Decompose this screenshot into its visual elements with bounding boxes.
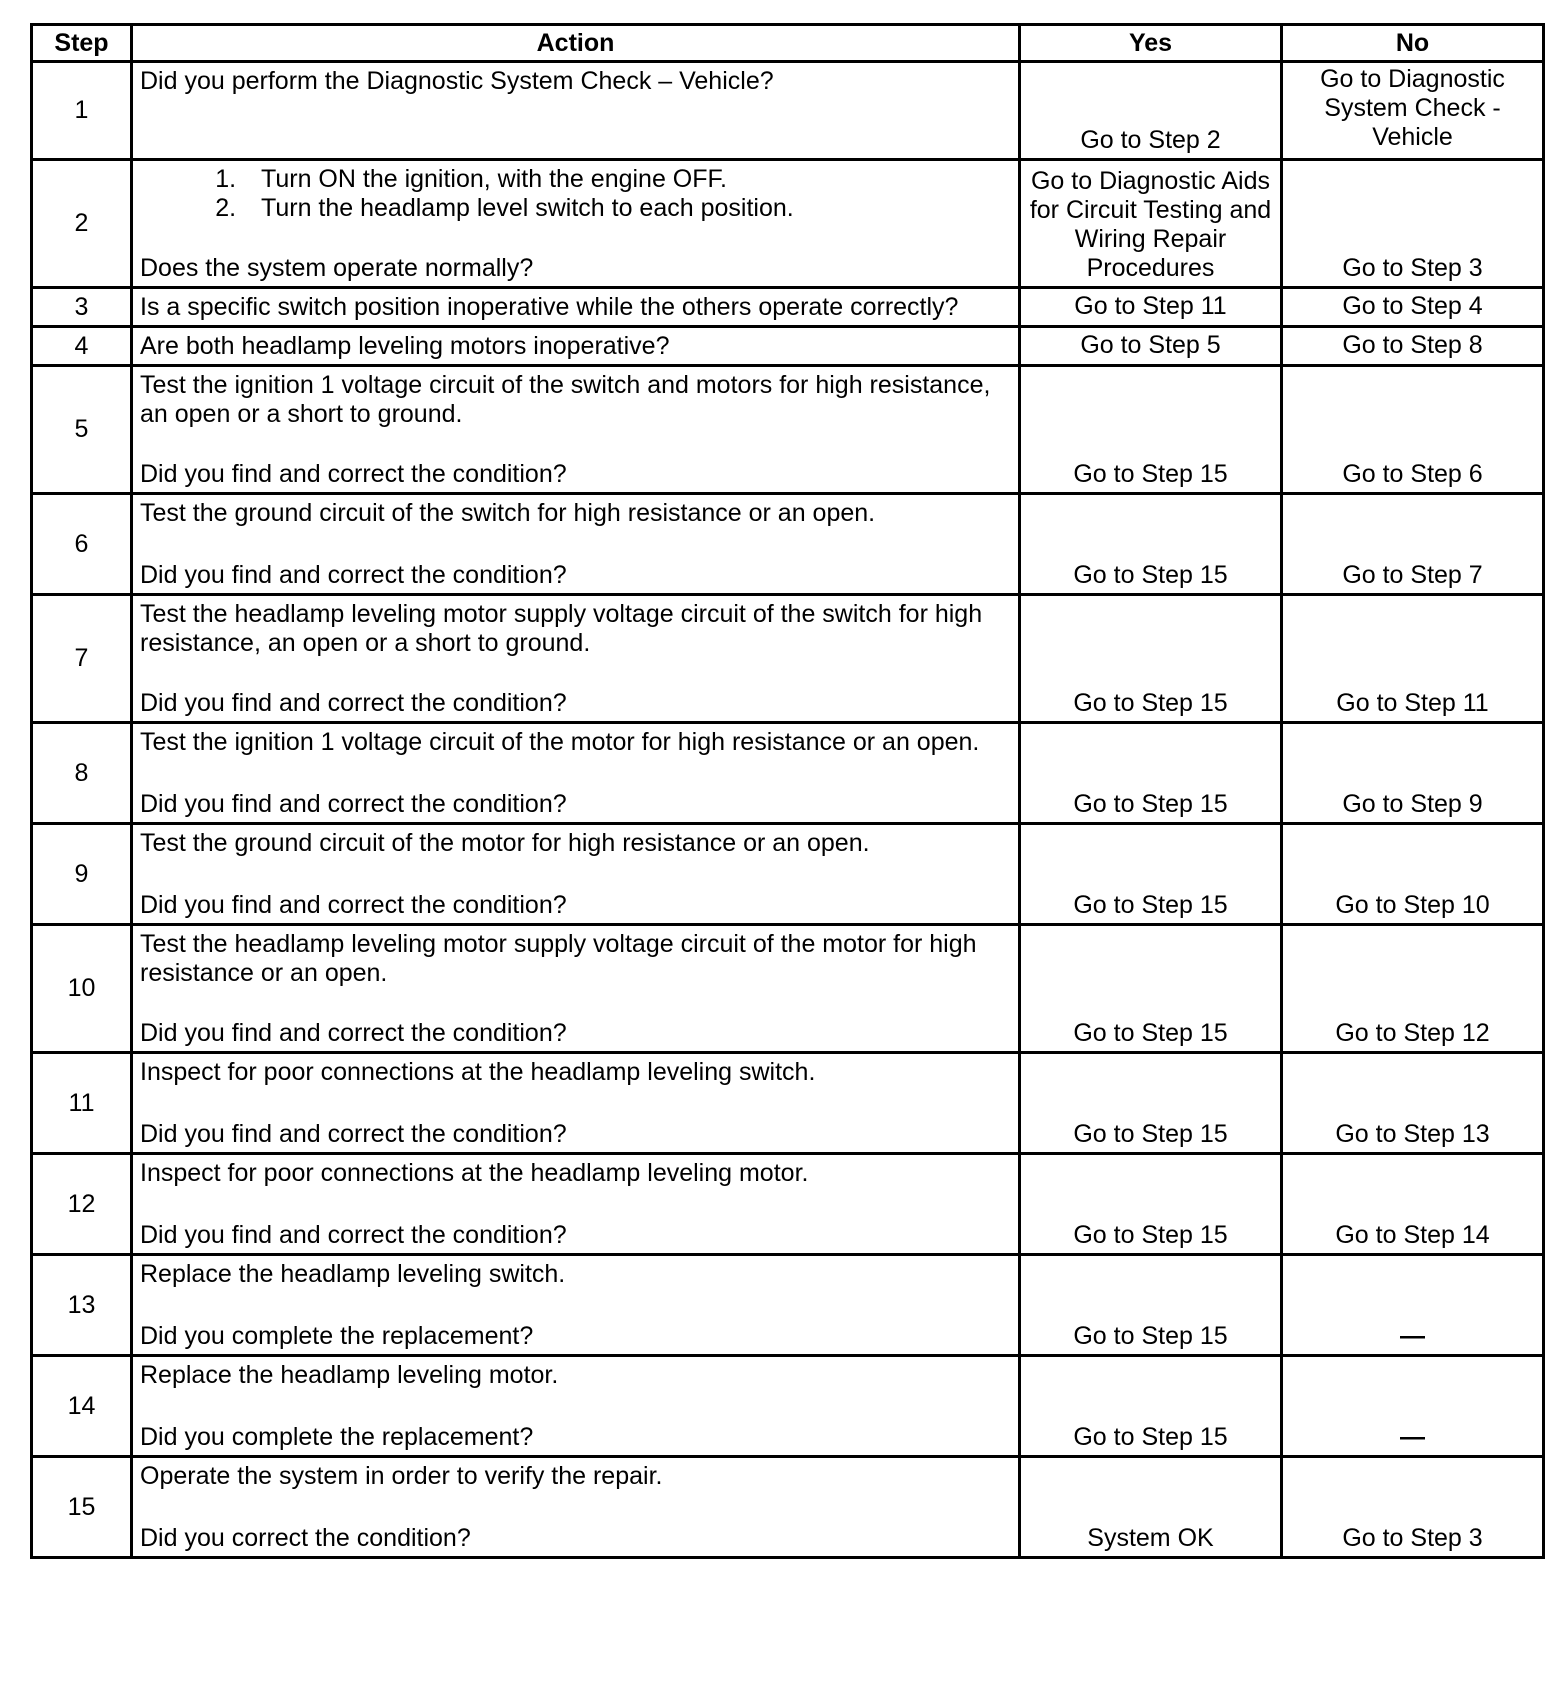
action-cell (132, 160, 1020, 288)
table-row (32, 925, 1544, 1053)
action-content (133, 1256, 1018, 1354)
table-row (32, 1356, 1544, 1457)
no-result: Go to Step 12 (1282, 925, 1544, 1053)
action-text: Are both headlamp leveling motors inoperative? (140, 332, 670, 360)
action-content (133, 1155, 1018, 1253)
no-result: Go to Step 14 (1282, 1154, 1544, 1255)
yes-result: Go to Step 5 (1020, 327, 1282, 366)
action-question: Did you find and correct the condition? (140, 1221, 567, 1249)
action-content (133, 289, 1018, 325)
action-question: Does the system operate normally? (140, 254, 534, 282)
table-row (32, 723, 1544, 824)
table-row (32, 1154, 1544, 1255)
step-number: 12 (32, 1154, 132, 1255)
action-text: Replace the headlamp leveling motor. (140, 1361, 559, 1389)
action-cell (132, 288, 1020, 327)
action-content (133, 1357, 1018, 1455)
no-result: — (1282, 1255, 1544, 1356)
action-question: Did you find and correct the condition? (140, 460, 567, 488)
action-text: Test the ignition 1 voltage circuit of the switch and motors for high resistance, an open or a short to ground. (140, 371, 991, 428)
action-question: Did you complete the replacement? (140, 1423, 534, 1451)
header-yes: Yes (1020, 25, 1282, 62)
action-cell (132, 1255, 1020, 1356)
table-row (32, 824, 1544, 925)
yes-result: System OK (1020, 1457, 1282, 1558)
table-row (32, 160, 1544, 288)
no-result: Go to Diagnostic System Check - Vehicle (1282, 62, 1544, 160)
step-number: 4 (32, 327, 132, 366)
action-text: Test the headlamp leveling motor supply voltage circuit of the switch for high resistance, an open or a short to ground. (140, 600, 983, 657)
action-text: Test the ground circuit of the motor for high resistance or an open. (140, 829, 870, 857)
table-row (32, 62, 1544, 160)
action-cell (132, 327, 1020, 366)
action-question: Did you find and correct the condition? (140, 1019, 567, 1047)
action-question: Did you find and correct the condition? (140, 891, 567, 919)
step-number: 6 (32, 494, 132, 595)
action-content (133, 1458, 1018, 1556)
action-content (133, 724, 1018, 822)
step-number: 3 (32, 288, 132, 327)
action-text: Test the ground circuit of the switch for high resistance or an open. (140, 499, 876, 527)
action-cell (132, 62, 1020, 160)
table-row (32, 1255, 1544, 1356)
step-number: 13 (32, 1255, 132, 1356)
step-number: 5 (32, 366, 132, 494)
step-number: 11 (32, 1053, 132, 1154)
action-content (133, 495, 1018, 593)
table-body (32, 62, 1544, 1558)
header-action: Action (132, 25, 1020, 62)
action-content (133, 161, 1018, 286)
action-steps-list-item: 2. Turn the headlamp level switch to each position. (243, 194, 1010, 223)
yes-result: Go to Step 15 (1020, 824, 1282, 925)
header-no: No (1282, 25, 1544, 62)
action-question: Did you find and correct the condition? (140, 790, 567, 818)
table-row (32, 366, 1544, 494)
action-cell (132, 824, 1020, 925)
action-question: Did you complete the replacement? (140, 1322, 534, 1350)
yes-result: Go to Step 11 (1020, 288, 1282, 327)
action-steps-list-item: 1. Turn ON the ignition, with the engine OFF. (243, 165, 1010, 194)
diagnostic-table-sheet (30, 23, 1545, 1559)
action-cell (132, 1053, 1020, 1154)
action-text: Did you perform the Diagnostic System Check – Vehicle? (140, 67, 774, 95)
action-question: Did you find and correct the condition? (140, 689, 567, 717)
action-text: Inspect for poor connections at the headlamp leveling switch. (140, 1058, 816, 1086)
no-result: — (1282, 1356, 1544, 1457)
yes-result: Go to Diagnostic Aids for Circuit Testing and Wiring Repair Procedures (1020, 160, 1282, 288)
action-cell (132, 494, 1020, 595)
yes-result: Go to Step 15 (1020, 1154, 1282, 1255)
yes-result: Go to Step 2 (1020, 62, 1282, 160)
table-row (32, 595, 1544, 723)
action-content (133, 926, 1018, 1051)
no-result: Go to Step 3 (1282, 1457, 1544, 1558)
yes-result: Go to Step 15 (1020, 366, 1282, 494)
step-number: 8 (32, 723, 132, 824)
step-number: 2 (32, 160, 132, 288)
action-cell (132, 1457, 1020, 1558)
no-result: Go to Step 6 (1282, 366, 1544, 494)
table-row (32, 288, 1544, 327)
yes-result: Go to Step 15 (1020, 494, 1282, 595)
no-result: Go to Step 3 (1282, 160, 1544, 288)
action-content (133, 328, 1018, 364)
action-text: Operate the system in order to verify the repair. (140, 1462, 663, 1490)
header-step: Step (32, 25, 132, 62)
no-result: Go to Step 4 (1282, 288, 1544, 327)
action-content (133, 825, 1018, 923)
step-number: 10 (32, 925, 132, 1053)
no-result: Go to Step 8 (1282, 327, 1544, 366)
diagnostic-table (30, 23, 1545, 1559)
yes-result: Go to Step 15 (1020, 1255, 1282, 1356)
yes-result: Go to Step 15 (1020, 925, 1282, 1053)
yes-result: Go to Step 15 (1020, 1053, 1282, 1154)
step-number: 14 (32, 1356, 132, 1457)
action-cell (132, 595, 1020, 723)
no-result: Go to Step 11 (1282, 595, 1544, 723)
table-row (32, 1053, 1544, 1154)
action-question: Did you correct the condition? (140, 1524, 471, 1552)
no-result: Go to Step 13 (1282, 1053, 1544, 1154)
action-question: Did you find and correct the condition? (140, 1120, 567, 1148)
yes-result: Go to Step 15 (1020, 595, 1282, 723)
table-row (32, 1457, 1544, 1558)
action-text: Test the headlamp leveling motor supply voltage circuit of the motor for high resistance or an open. (140, 930, 977, 987)
action-cell (132, 723, 1020, 824)
action-content (133, 367, 1018, 492)
table-header-row (32, 25, 1544, 62)
action-text: Replace the headlamp leveling switch. (140, 1260, 566, 1288)
action-steps-list (140, 165, 1010, 223)
action-text: Test the ignition 1 voltage circuit of the motor for high resistance or an open. (140, 728, 980, 756)
step-number: 9 (32, 824, 132, 925)
step-number: 7 (32, 595, 132, 723)
action-content (133, 596, 1018, 721)
action-cell (132, 366, 1020, 494)
yes-result: Go to Step 15 (1020, 1356, 1282, 1457)
action-text: Inspect for poor connections at the headlamp leveling motor. (140, 1159, 809, 1187)
action-cell (132, 1154, 1020, 1255)
table-row (32, 327, 1544, 366)
step-number: 15 (32, 1457, 132, 1558)
step-number: 1 (32, 62, 132, 160)
no-result: Go to Step 9 (1282, 723, 1544, 824)
action-content (133, 63, 1018, 158)
action-content (133, 1054, 1018, 1152)
action-cell (132, 925, 1020, 1053)
yes-result: Go to Step 15 (1020, 723, 1282, 824)
no-result: Go to Step 7 (1282, 494, 1544, 595)
action-question: Did you find and correct the condition? (140, 561, 567, 589)
table-row (32, 494, 1544, 595)
action-text: Is a specific switch position inoperative while the others operate correctly? (140, 293, 959, 321)
no-result: Go to Step 10 (1282, 824, 1544, 925)
action-cell (132, 1356, 1020, 1457)
